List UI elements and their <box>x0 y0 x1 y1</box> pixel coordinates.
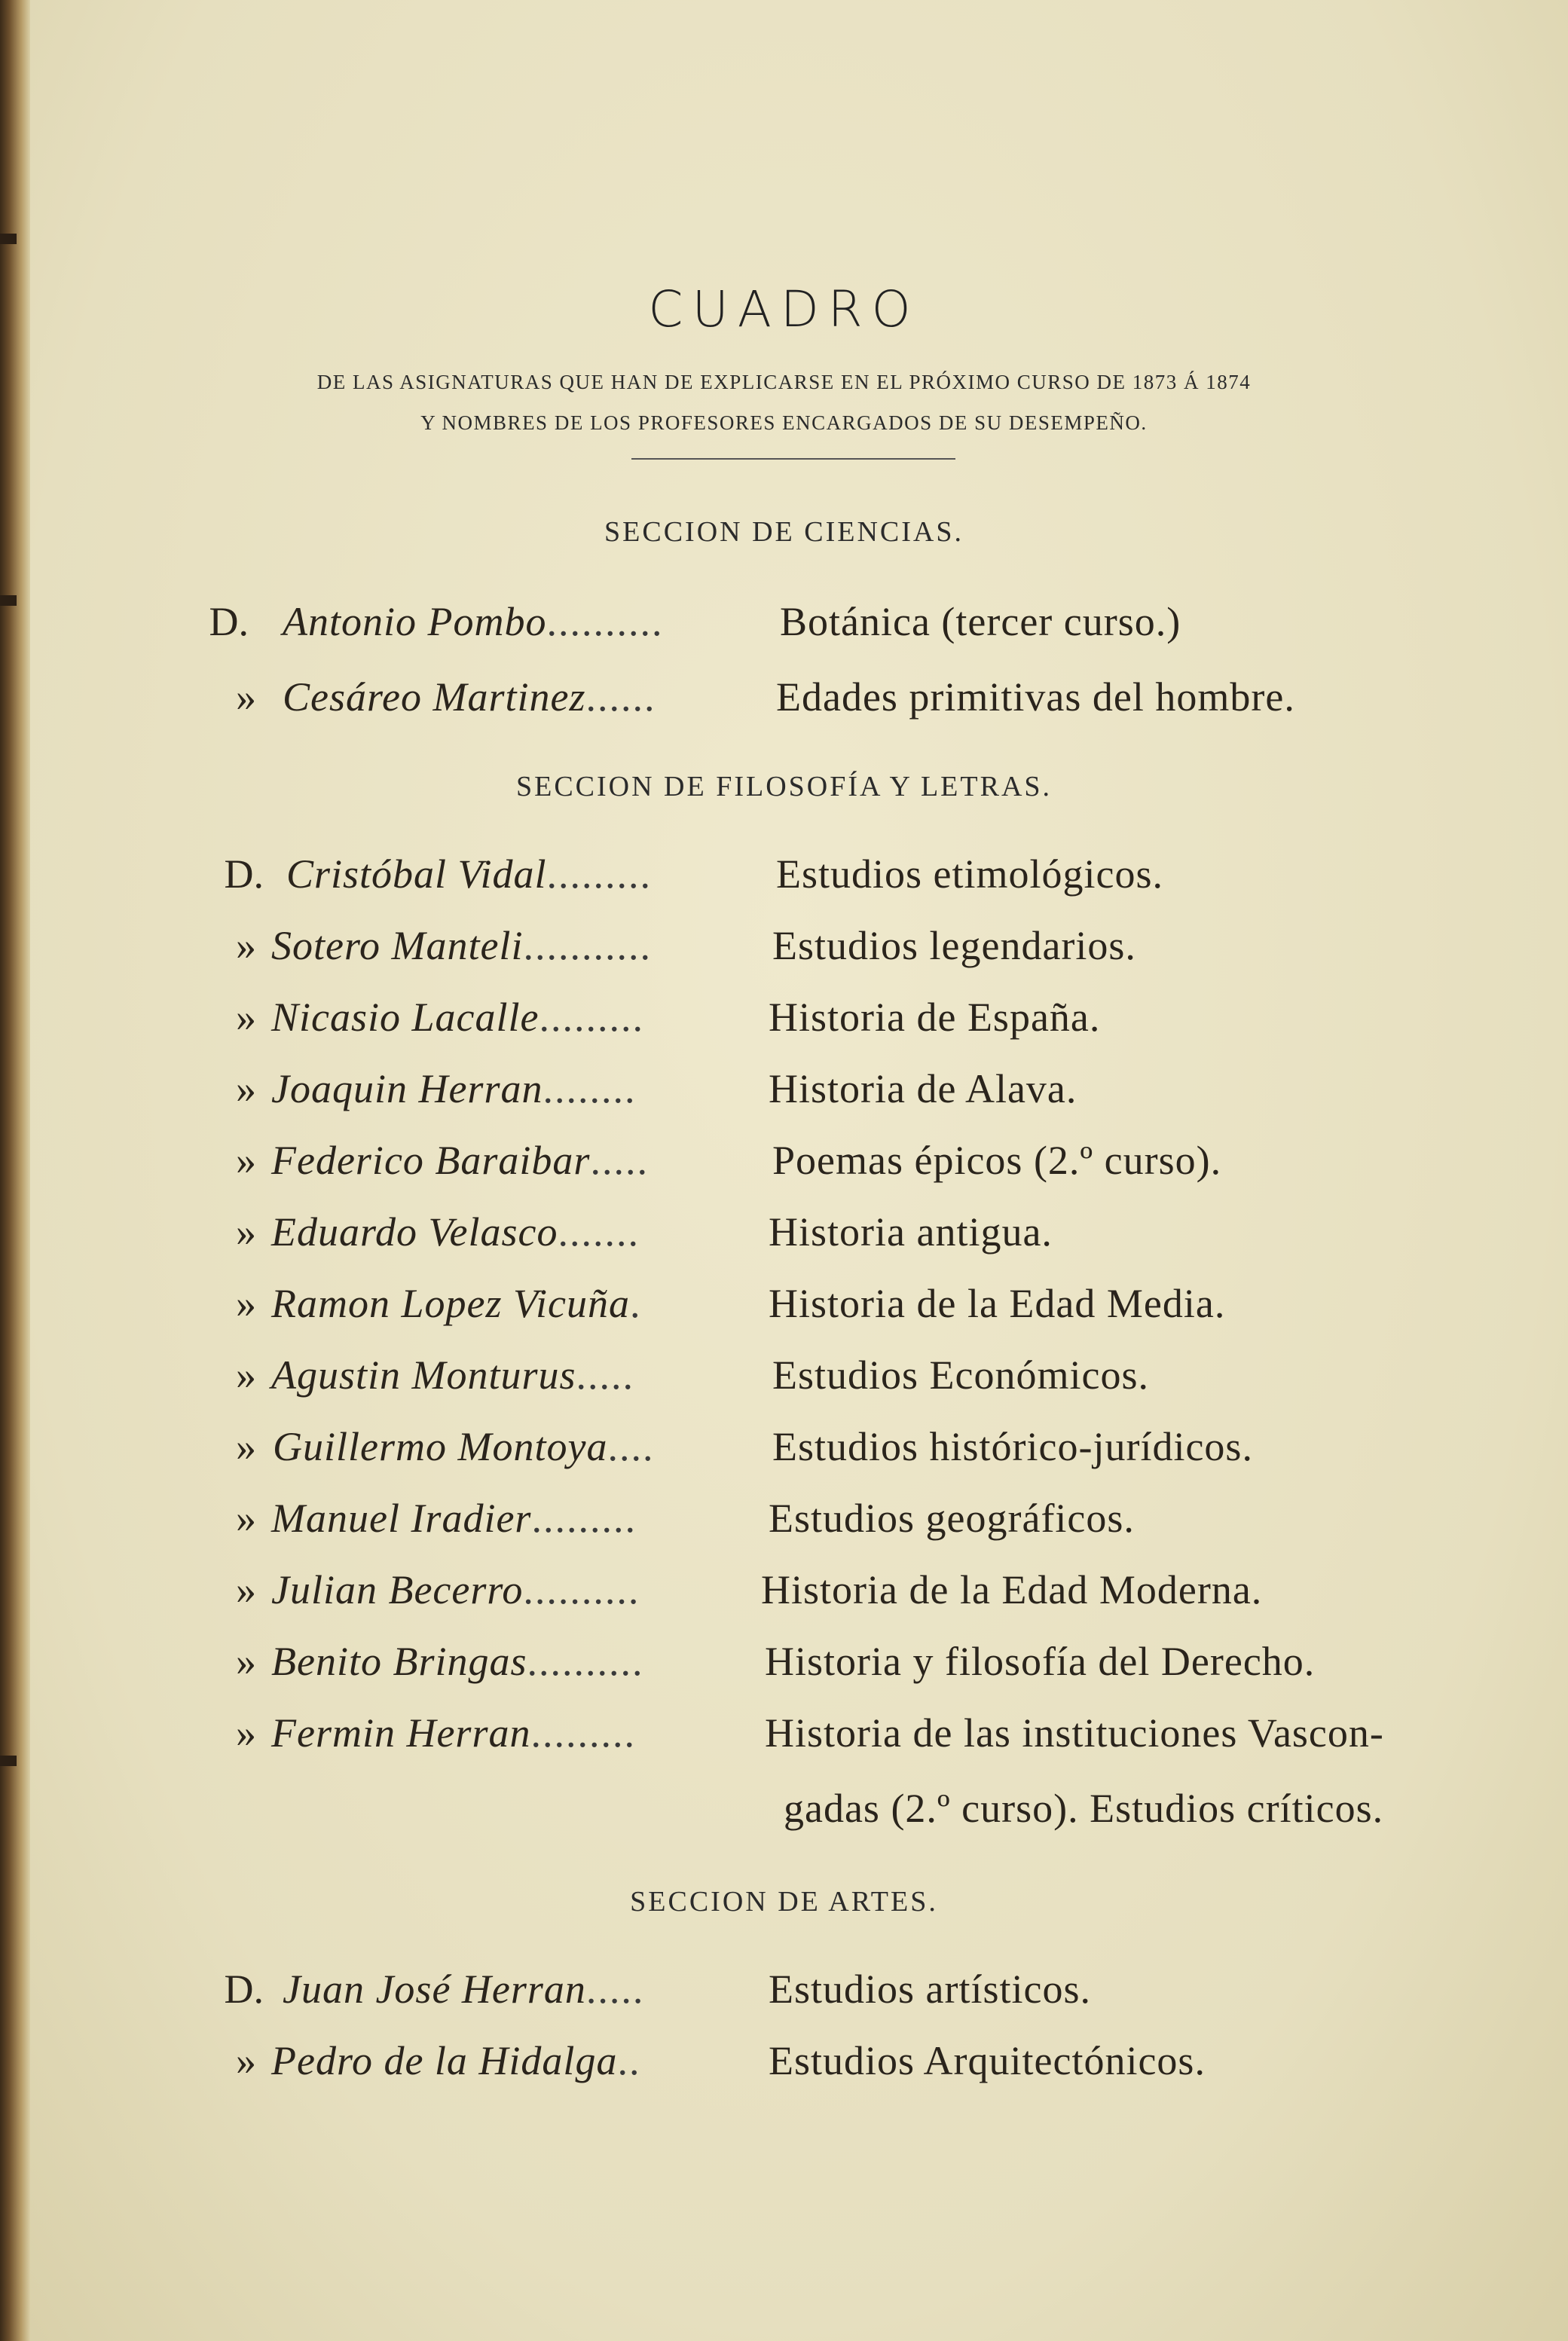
leader-dots: ......... <box>531 1496 637 1541</box>
professor-name-text: Pedro de la Hidalga <box>271 2038 618 2083</box>
leader-dots: ..... <box>585 1967 645 2012</box>
professor-name <box>271 1134 649 1187</box>
professor-name-text: Fermin Herran <box>271 1710 531 1756</box>
subject: Poemas épicos (2.º curso). <box>772 1138 1222 1183</box>
professor-name <box>271 1563 640 1616</box>
entry-row <box>0 1707 1568 1759</box>
entry-prefix: » <box>236 1138 256 1183</box>
subject: Estudios Arquitectónicos. <box>769 2038 1206 2083</box>
leader-dots: ........... <box>523 923 652 968</box>
professor-name <box>271 1349 634 1401</box>
subject: Historia de España. <box>769 995 1101 1040</box>
leader-dots: ..... <box>576 1352 635 1398</box>
entry-row <box>0 1206 1568 1258</box>
entry-row <box>0 2034 1568 2087</box>
professor-name-text: Cristóbal Vidal <box>286 851 547 897</box>
subject: Historia y filosofía del Derecho. <box>765 1639 1316 1684</box>
leader-dots: .. <box>617 2038 641 2083</box>
section-heading-filosofia: SECCION DE FILOSOFÍA Y LETRAS. <box>515 771 1053 802</box>
subject: Historia de la Edad Moderna. <box>761 1567 1263 1612</box>
professor-name-text: Eduardo Velasco <box>271 1209 558 1255</box>
entry-prefix: » <box>236 1639 256 1684</box>
professor-name-text: Joaquin Herran <box>271 1066 543 1111</box>
entry-prefix: » <box>236 1567 256 1612</box>
professor-name-text: Agustin Monturus <box>271 1352 576 1398</box>
entry-prefix: » <box>236 1209 256 1255</box>
entry-row <box>0 1420 1568 1473</box>
entry-prefix: D. <box>224 851 264 897</box>
entry-prefix: » <box>236 1281 256 1326</box>
entry-row <box>0 1492 1568 1545</box>
professor-name <box>273 1420 654 1473</box>
subject: Historia de Alava. <box>769 1066 1077 1111</box>
professor-name <box>271 1062 636 1115</box>
entry-row <box>0 1277 1568 1330</box>
subject: Botánica (tercer curso.) <box>780 599 1181 644</box>
professor-name <box>283 1963 644 2016</box>
section-heading-artes: SECCION DE ARTES. <box>630 1886 938 1918</box>
professor-name-text: Nicasio Lacalle <box>271 995 539 1040</box>
entry-prefix: » <box>236 1066 256 1111</box>
entry-row <box>0 848 1568 900</box>
entry-prefix: » <box>236 1424 256 1469</box>
entry-row <box>0 671 1568 723</box>
entry-prefix: » <box>236 2038 256 2083</box>
entry-row <box>0 1563 1568 1616</box>
professor-name-text: Manuel Iradier <box>271 1496 532 1541</box>
leader-dots: .......... <box>527 1639 644 1684</box>
leader-dots: ...... <box>585 674 656 720</box>
binding-mark <box>0 234 17 244</box>
entry-row <box>0 1349 1568 1401</box>
leader-dots: .......... <box>523 1567 640 1612</box>
entry-row <box>0 991 1568 1044</box>
subject: Historia de las instituciones Vascon- <box>765 1710 1384 1756</box>
professor-name-text: Antonio Pombo <box>283 599 547 644</box>
entry-row <box>0 1963 1568 2016</box>
professor-name <box>286 848 652 900</box>
entry-row <box>0 595 1568 648</box>
subject: Estudios geográficos. <box>769 1496 1135 1541</box>
subject: Historia de la Edad Media. <box>769 1281 1226 1326</box>
professor-name <box>271 1277 641 1330</box>
professor-name-text: Sotero Manteli <box>271 923 524 968</box>
entry-prefix: » <box>236 1352 256 1398</box>
professor-name <box>271 1492 637 1545</box>
entry-row <box>0 1134 1568 1187</box>
leader-dots: ....... <box>558 1209 640 1255</box>
subject: Estudios artísticos. <box>769 1967 1091 2012</box>
leader-dots: .......... <box>546 599 664 644</box>
professor-name <box>271 1635 643 1688</box>
leader-dots: ........ <box>543 1066 637 1111</box>
entry-prefix: » <box>236 1496 256 1541</box>
leader-dots: ......... <box>546 851 653 897</box>
entry-prefix: D. <box>224 1967 264 2012</box>
subject: Estudios legendarios. <box>772 923 1136 968</box>
entry-row <box>0 1635 1568 1688</box>
divider-rule <box>631 458 955 460</box>
entry-prefix: » <box>236 674 256 720</box>
leader-dots: ..... <box>590 1138 649 1183</box>
section-heading-ciencias: SECCION DE CIENCIAS. <box>604 516 964 548</box>
entry-prefix: » <box>236 923 256 968</box>
professor-name <box>283 671 656 723</box>
entry-row <box>0 1062 1568 1115</box>
professor-name <box>271 1707 636 1759</box>
page-title: CUADRO <box>648 280 920 338</box>
subtitle-line-1: DE LAS ASIGNATURAS QUE HAN DE EXPLICARSE EN EL PRÓXIMO CURSO DE 1873 Á 1874 <box>316 371 1252 393</box>
professor-name <box>271 2034 640 2087</box>
professor-name-text: Julian Becerro <box>271 1567 524 1612</box>
subtitle-line-2: Y NOMBRES DE LOS PROFESORES ENCARGADOS DE SU DESEMPEÑO. <box>420 411 1148 434</box>
leader-dots: ......... <box>530 1710 636 1756</box>
professor-name-text: Benito Bringas <box>271 1639 527 1684</box>
subject: Historia antigua. <box>769 1209 1053 1255</box>
entry-prefix: » <box>236 995 256 1040</box>
professor-name-text: Federico Baraibar <box>271 1138 591 1183</box>
professor-name <box>283 595 663 648</box>
professor-name-text: Guillermo Montoya <box>273 1424 608 1469</box>
professor-name <box>271 991 644 1044</box>
subject-continuation: gadas (2.º curso). Estudios críticos. <box>784 1786 1384 1831</box>
leader-dots: . <box>629 1281 642 1326</box>
subject: Estudios etimológicos. <box>776 851 1163 897</box>
professor-name-text: Juan José Herran <box>283 1967 586 2012</box>
subject: Edades primitivas del hombre. <box>776 674 1295 720</box>
professor-name <box>271 919 652 972</box>
entry-row <box>0 919 1568 972</box>
professor-name <box>271 1206 640 1258</box>
leader-dots: ......... <box>539 995 644 1040</box>
professor-name-text: Cesáreo Martinez <box>283 674 586 720</box>
subject: Estudios Económicos. <box>772 1352 1149 1398</box>
entry-prefix: » <box>236 1710 256 1756</box>
entry-prefix: D. <box>209 599 249 644</box>
leader-dots: .... <box>607 1424 655 1469</box>
professor-name-text: Ramon Lopez Vicuña <box>271 1281 630 1326</box>
subject: Estudios histórico-jurídicos. <box>772 1424 1253 1469</box>
